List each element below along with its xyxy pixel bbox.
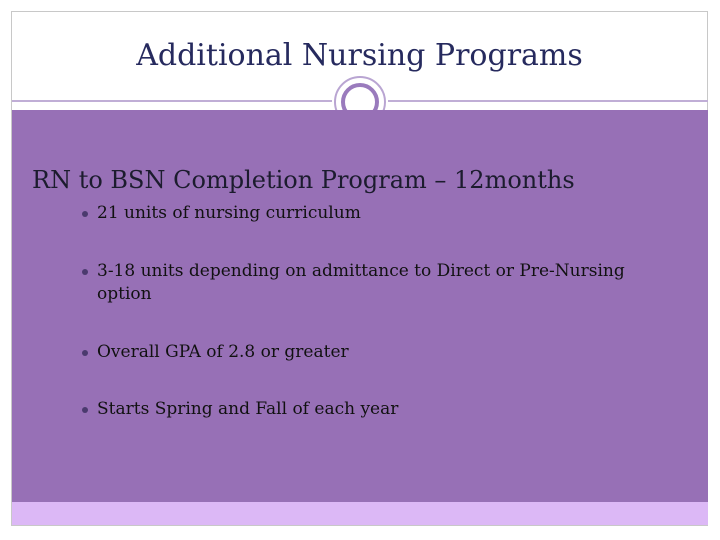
footer-bar	[12, 502, 708, 525]
bullet-text: Starts Spring and Fall of each year	[97, 399, 399, 419]
bullet-item	[82, 341, 672, 364]
title-divider-right	[388, 100, 708, 102]
title-divider-left	[12, 100, 332, 102]
bullet-text: Overall GPA of 2.8 or greater	[97, 342, 349, 362]
slide-title: Additional Nursing Programs	[136, 38, 583, 73]
bullet-text: 3-18 units depending on admittance to Direct or Pre-Nursing option	[97, 261, 625, 304]
bullet-dot-icon	[82, 350, 88, 356]
bullet-item	[82, 260, 672, 306]
bullet-item	[82, 202, 672, 225]
bullet-dot-icon	[82, 269, 88, 275]
bullet-item	[82, 398, 672, 421]
section-heading: RN to BSN Completion Program – 12months	[32, 166, 575, 194]
bullet-dot-icon	[82, 407, 88, 413]
bullet-dot-icon	[82, 211, 88, 217]
bullet-text: 21 units of nursing curriculum	[97, 203, 361, 223]
